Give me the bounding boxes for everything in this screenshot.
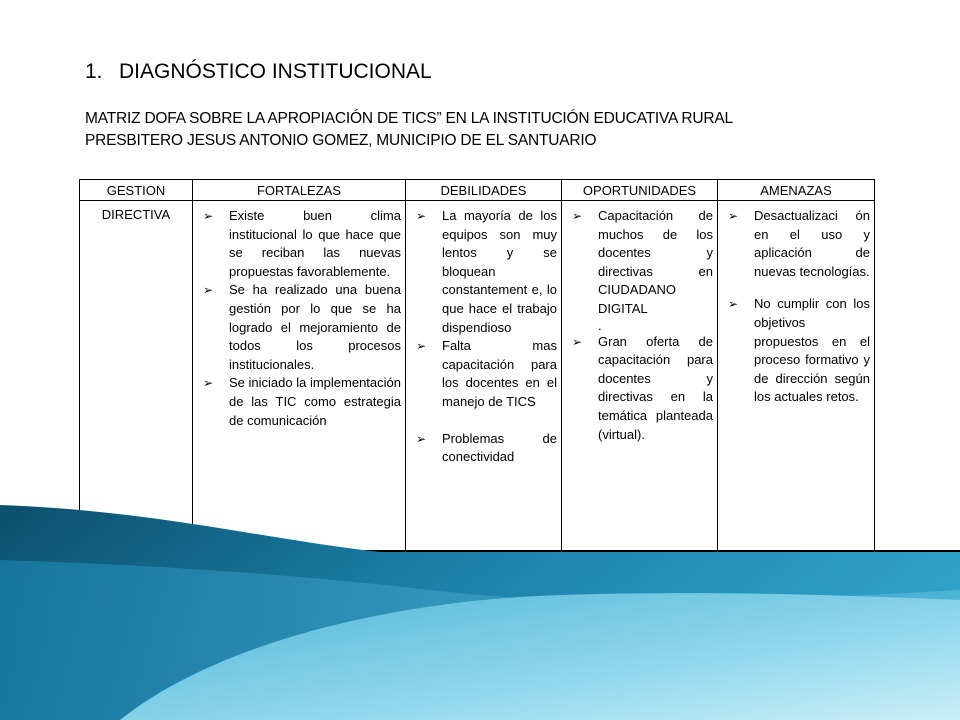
list-item [410,337,557,411]
cell-amenazas [718,201,875,602]
subtitle-line-1: MATRIZ DOFA SOBRE LA APROPIACIÓN DE TICS” EN LA INSTITUCIÓN EDUCATIVA RURAL [85,110,733,127]
cell-gestion: DIRECTIVA [80,201,193,602]
list-item [197,207,401,281]
header-gestion: GESTION [80,180,193,201]
header-amenazas: AMENAZAS [718,180,875,201]
arrow-bullet-icon: ➢ [203,209,214,223]
cell-oportunidades [562,201,718,602]
list-item [197,281,401,374]
list-item-text: Se iniciado la implementación de las TIC como estrategia de comunicación [229,375,401,428]
list-item [722,295,870,407]
light-blue-wave [120,593,960,720]
fortalezas-list [197,207,401,430]
arrow-bullet-icon: ➢ [416,339,427,354]
list-item-text: Existe buen clima institucional lo que hace que se reciban las nuevas propuestas favorablemente. [229,208,401,279]
amenazas-list [722,207,870,407]
header-fortalezas: FORTALEZAS [193,180,406,201]
table-row [80,201,875,602]
arrow-bullet-icon: ➢ [416,209,427,223]
list-item-text: La mayoría de los equipos son muy lentos y se bloquean constantement e, lo que hace el trabajo dispendioso [442,208,557,335]
list-item [566,333,713,445]
list-item [410,430,557,467]
list-item-text: Falta mas capacitación para los docentes en el manejo de TICS [442,338,557,409]
header-debilidades: DEBILIDADES [406,180,562,201]
list-item-text: No cumplir con los objetivos propuestos en el proceso formativo y de dirección según los actuales retos. [754,296,870,405]
list-item [566,207,713,319]
list-item [410,207,557,337]
oportunidades-list-2 [566,333,713,445]
section-number: 1. [85,60,103,83]
cell-debilidades [406,201,562,602]
list-item-text: Se ha realizado una buena gestión por lo que se ha logrado el mejoramiento de todos los procesos institucionales. [229,282,401,372]
arrow-bullet-icon: ➢ [203,283,214,298]
list-item [197,374,401,430]
stray-dot: . [598,317,602,333]
arrow-bullet-icon: ➢ [572,209,583,223]
oportunidades-list [566,207,713,319]
section-title: DIAGNÓSTICO INSTITUCIONAL [119,60,432,83]
list-item-text: Problemas de conectividad [442,430,557,465]
section-heading [85,60,432,84]
list-item-text: Gran oferta de capacitación para docentes y directivas en la temática planteada (virtual). [598,333,713,442]
list-item-text: Capacitación de muchos de los docentes y directivas en CIUDADANO DIGITAL [598,208,713,316]
arrow-bullet-icon: ➢ [728,209,739,223]
debilidades-list [410,207,557,467]
list-item-text: Desactualizaci ón en el uso y aplicación de nuevas tecnologías. [754,208,870,279]
arrow-bullet-icon: ➢ [728,297,739,312]
dofa-matrix-table [79,179,875,602]
arrow-bullet-icon: ➢ [416,431,427,446]
list-item [722,207,870,281]
subtitle-line-2: PRESBITERO JESUS ANTONIO GOMEZ, MUNICIPIO DE EL SANTUARIO [85,132,597,149]
cell-fortalezas [193,201,406,602]
arrow-bullet-icon: ➢ [203,376,214,391]
arrow-bullet-icon: ➢ [572,334,583,349]
header-oportunidades: OPORTUNIDADES [562,180,718,201]
table-header-row [80,180,875,201]
matrix-subtitle [85,108,905,152]
